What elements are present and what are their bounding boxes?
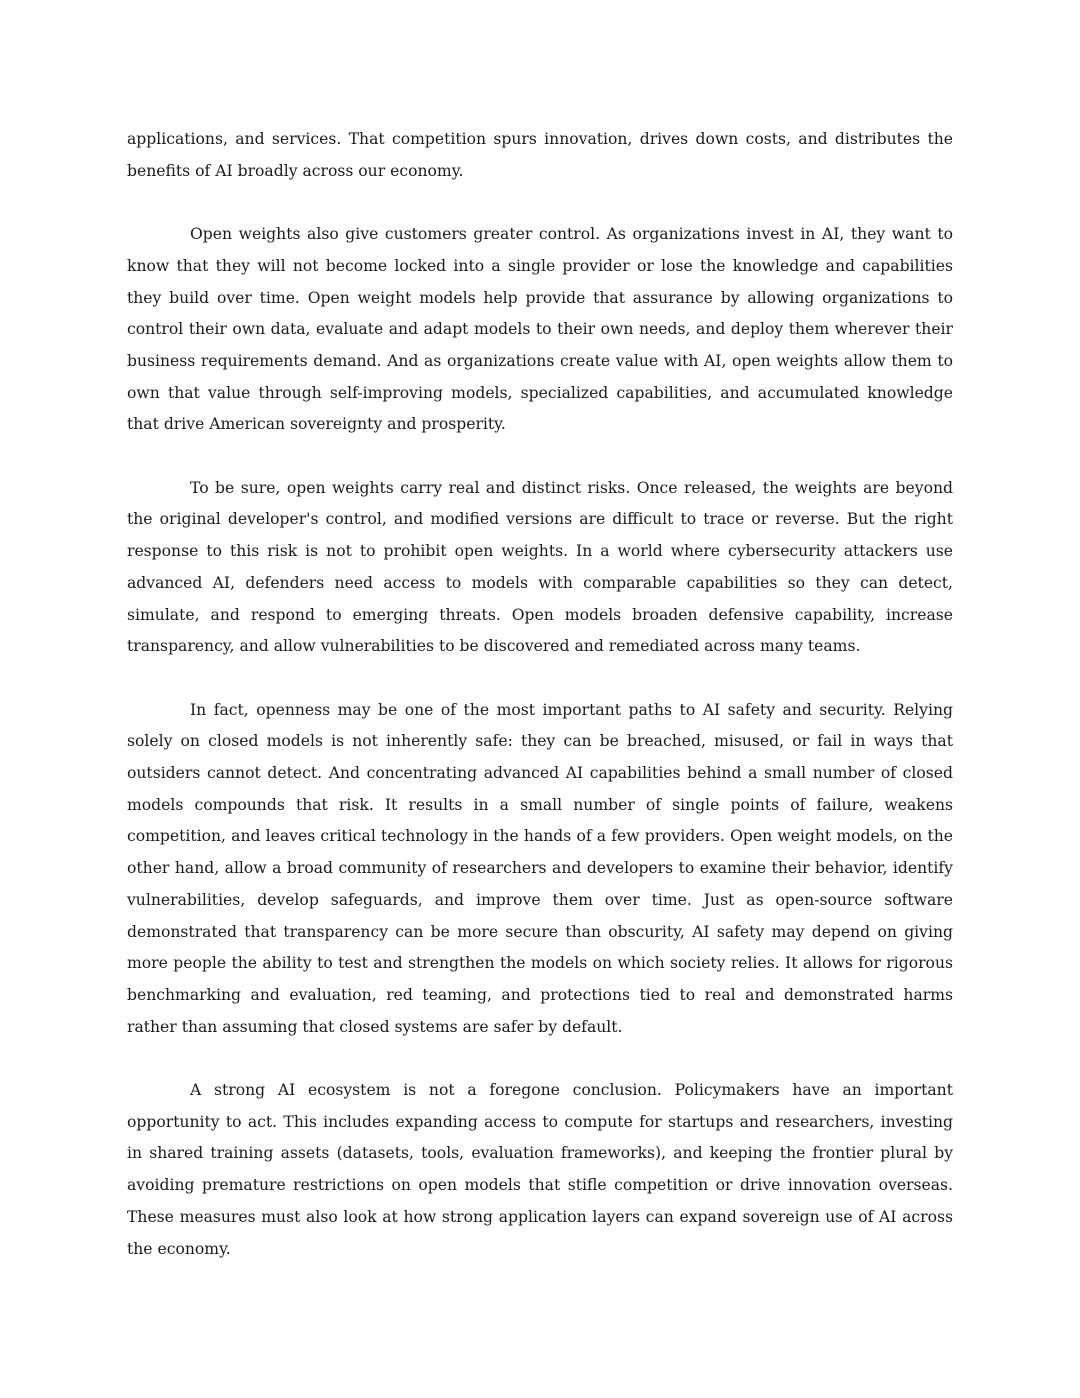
paragraph-openness-safety: In fact, openness may be one of the most important paths to AI safety and security. Relying solely on closed models is not inherently safe: they can be breached, misused, or fail in ways that outsiders cannot detect. And concentrating advanced AI capabilities behind a small number of closed models compounds that risk. It results in a small number of single points of failure, weakens competition, and leaves critical technology in the hands of a few providers. Open weight models, on the other hand, allow a broad community of researchers and developers to examine their behavior, identify vulnerabilities, develop safeguards, and improve them over time. Just as open-source software demonstrated that transparency can be more secure than obscurity, AI safety may depend on giving more people the ability to test and strengthen the models on which society relies. It allows for rigorous benchmarking and evaluation, red teaming, and protections tied to real and demonstrated harms rather than assuming that closed systems are safer by default. (127, 700, 953, 1036)
paragraph-continuation: applications, and services. That competition spurs innovation, drives down costs, and distributes the benefits of AI broadly across our economy. (127, 130, 953, 180)
body-text (127, 124, 953, 1265)
paragraph-policy-opportunity: A strong AI ecosystem is not a foregone conclusion. Policymakers have an important opportunity to act. This includes expanding access to compute for startups and researchers, investing in shared training assets (datasets, tools, evaluation frameworks), and keeping the frontier plural by avoiding premature restrictions on open models that stifle competition or drive innovation overseas. These measures must also look at how strong application layers can expand sovereign use of AI across the economy. (127, 1081, 953, 1258)
paragraph-customer-control: Open weights also give customers greater control. As organizations invest in AI, they want to know that they will not become locked into a single provider or lose the knowledge and capabilities they build over time. Open weight models help provide that assurance by allowing organizations to control their own data, evaluate and adapt models to their own needs, and deploy them wherever their business requirements demand. And as organizations create value with AI, open weights allow them to own that value through self-improving models, specialized capabilities, and accumulated knowledge that drive American sovereignty and prosperity. (127, 225, 953, 434)
paragraph-open-weight-risks: To be sure, open weights carry real and distinct risks. Once released, the weights are beyond the original developer's control, and modified versions are difficult to trace or reverse. But the right response to this risk is not to prohibit open weights. In a world where cybersecurity attackers use advanced AI, defenders need access to models with comparable capabilities so they can detect, simulate, and respond to emerging threats. Open models broaden defensive capability, increase transparency, and allow vulnerabilities to be discovered and remediated across many teams. (127, 478, 953, 656)
